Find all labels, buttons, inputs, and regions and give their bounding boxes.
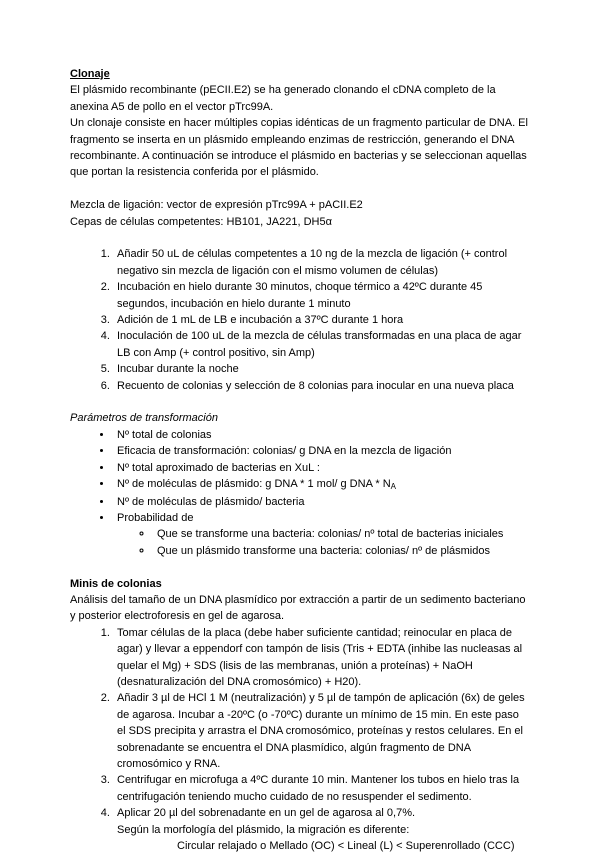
- list-item-final: [113, 805, 530, 854]
- parameter-text: Nº total aproximado de bacterias en XuL :: [117, 461, 320, 474]
- probability-sublist-holder: [117, 526, 530, 559]
- section-heading-clonaje: Clonaje: [70, 68, 110, 80]
- parameter-text: Nº de moléculas de plásmido: g DNA * 1 mol/ g DNA * N: [117, 478, 391, 491]
- spacer-before-parametros: [70, 394, 530, 410]
- list-item: 4. Inoculación de 100 uL de la mezcla de células transformadas en una placa de agar LB con Amp (+ control positivo, sin Amp): [113, 328, 530, 361]
- parameter-text: Probabilidad de: [117, 511, 194, 524]
- ligation-mix-line: Mezcla de ligación: vector de expresión pTrc99A + pACII.E2: [70, 199, 363, 212]
- transformation-parameters-list: [70, 427, 530, 559]
- competent-strains-line: Cepas de células competentes: HB101, JA221, DH5α: [70, 215, 332, 228]
- parameter-text: Nº total de colonias: [117, 428, 212, 441]
- list-item: ◦ Que un plásmido transforme una bacteria: colonias/ nº de plásmidos: [153, 543, 530, 559]
- list-item: [113, 460, 530, 476]
- spacer-before-minis: [70, 559, 530, 575]
- minis-steps-list: [70, 625, 530, 854]
- probability-sublist: [117, 526, 530, 559]
- list-item: [113, 443, 530, 459]
- document-body: [70, 66, 530, 854]
- closing-line: Según la morfología del plásmido, la migración es diferente:: [117, 823, 410, 836]
- clonaje-paragraph-1: El plásmido recombinante (pECII.E2) se ha generado clonando el cDNA completo de la anexina A5 de pollo en el vector pTrc99A.: [70, 84, 496, 113]
- list-item-probabilidad: [113, 510, 530, 559]
- spacer-before-clonaje-steps: [70, 230, 530, 246]
- list-item: ◦ Que se transforme una bacteria: colonias/ nº total de bacterias iniciales: [153, 526, 530, 542]
- minis-intro-paragraph: Análisis del tamaño de un DNA plasmídico por extracción a partir de un sedimento bacteriano y posterior electroforesis en gel de agarosa.: [70, 593, 526, 623]
- section-heading-minis-de-colonias: Minis de colonias: [70, 577, 162, 590]
- list-item: 3. Centrifugar en microfuga a 4ºC durante 10 min. Mantener los tubos en hielo tras la centrifugación teniendo mucho cuidado de no resuspender el sedimento.: [113, 772, 530, 805]
- clonaje-paragraph-2: Un clonaje consiste en hacer múltiples copias idénticas de un fragmento particular de DNA. El fragmento se inserta en un plásmido empleando enzimas de restricción, generando el DNA recombinante. A continuación se introduce el plásmido en bacterias y se seleccionan aquellas que portan la resistencia conferida por el plásmido.: [70, 117, 528, 179]
- list-item: [113, 427, 530, 443]
- list-item: 6. Recuento de colonias y selección de 8 colonias para inocular en una nueva placa: [113, 378, 530, 394]
- clonaje-steps-list: [70, 246, 530, 394]
- list-item: [113, 494, 530, 510]
- parameter-text: Eficacia de transformación: colonias/ g DNA en la mezcla de ligación: [117, 445, 452, 458]
- list-item: 1. Añadir 50 uL de células competentes a 10 ng de la mezcla de ligación (+ control negativo sin mezcla de ligación con el mismo volumen de células): [113, 246, 530, 279]
- parameter-text: Nº de moléculas de plásmido/ bacteria: [117, 495, 305, 508]
- list-item: 5. Incubar durante la noche: [113, 361, 530, 377]
- list-item: 1. Tomar células de la placa (debe haber suficiente cantidad; reinocular en placa de agar) y llevar a eppendorf con tampón de lisis (Tris + EDTA (inhibe las nucleasas al quelar el Mg) + SDS (lisis de las membranas, unión a proteínas) + NaOH (desnaturalización del DNA cromosómico) + H20).: [113, 625, 530, 691]
- migration-order-line: Circular relajado o Mellado (OC) < Lineal (L) < Superenrollado (CCC): [177, 840, 515, 853]
- list-item: 2. Añadir 3 µl de HCl 1 M (neutralización) y 5 µl de tampón de aplicación (6x) de geles de agarosa. Incubar a -20ºC (o -70ºC) durante un mínimo de 15 min. En este paso el SDS precipita y arrastra el DNA cromosómico, proteínas y restos celulares. En el sobrenadante se encuentra el DNA plasmídico, algún fragmento de DNA cromosómico y RNA.: [113, 690, 530, 772]
- avogadro-subscript: A: [390, 482, 396, 492]
- list-item: 2. Incubación en hielo durante 30 minutos, choque térmico a 42ºC durante 45 segundos, incubación en hielo durante 1 minuto: [113, 279, 530, 312]
- subheading-parametros-transformacion: Parámetros de transformación: [70, 412, 218, 425]
- step-text: Aplicar 20 µl del sobrenadante en un gel de agarosa al 0,7%.: [117, 807, 416, 820]
- list-item: [113, 476, 530, 493]
- spacer-after-clonaje-paragraphs: [70, 181, 530, 197]
- list-item: 3. Adición de 1 mL de LB e incubación a 37ºC durante 1 hora: [113, 312, 530, 328]
